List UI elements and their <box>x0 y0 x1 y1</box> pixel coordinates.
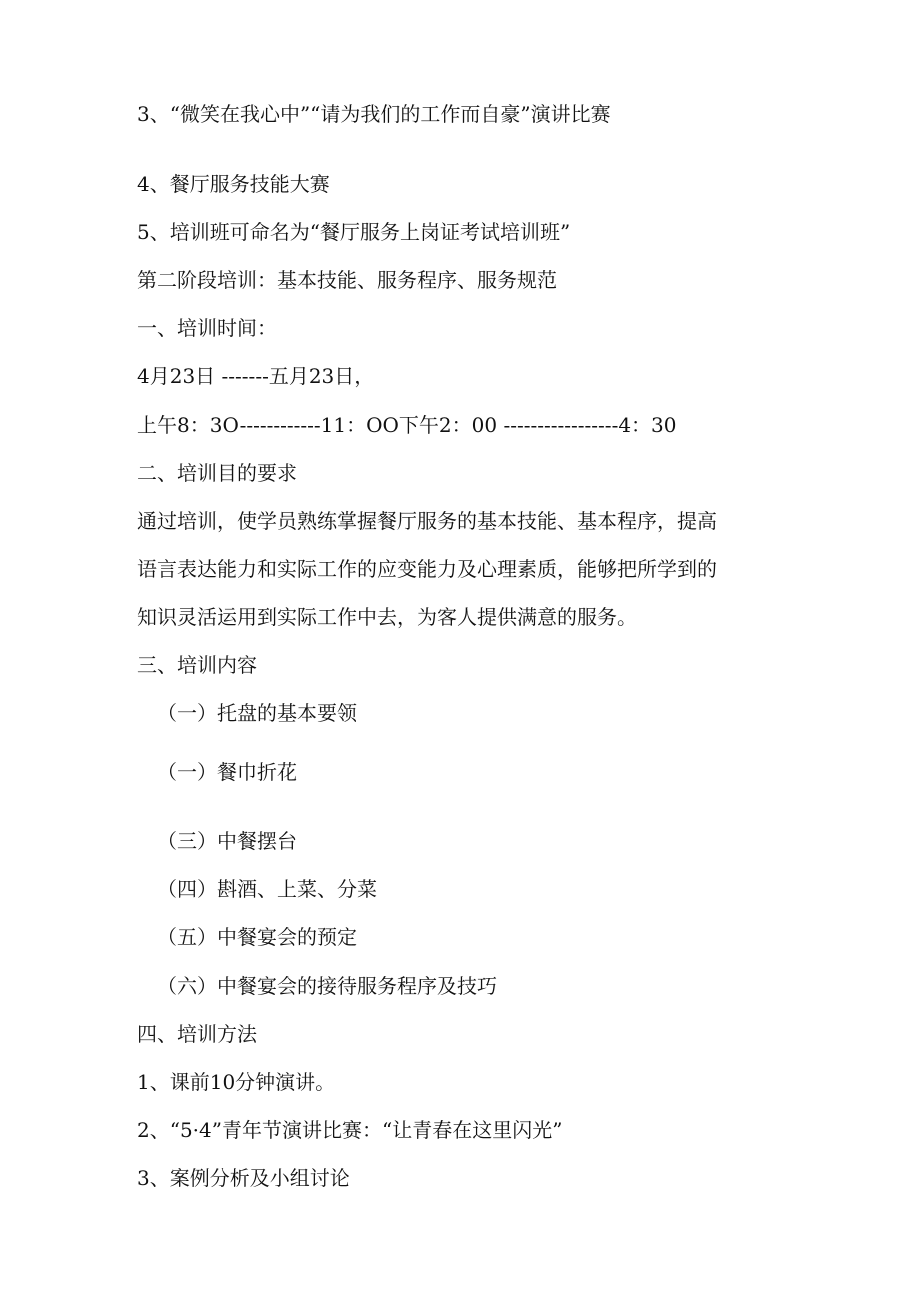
contest-item-3: 3、“微笑在我心中”“请为我们的工作而自豪”演讲比赛 <box>137 102 611 126</box>
content-item-5: （五）中餐宴会的预定 <box>157 925 357 949</box>
content-item-2: （一）餐巾折花 <box>157 760 297 784</box>
training-date-range: 4月23日 -------五月23日， <box>137 364 375 388</box>
phase-two-heading: 第二阶段培训：基本技能、服务程序、服务规范 <box>137 268 557 292</box>
objective-paragraph-line-2: 语言表达能力和实际工作的应变能力及心理素质，能够把所学到的 <box>137 557 717 581</box>
content-item-6: （六）中餐宴会的接待服务程序及技巧 <box>157 974 497 998</box>
method-item-2: 2、“5·4”青年节演讲比赛：“让青春在这里闪光” <box>137 1118 563 1142</box>
contest-item-5: 5、培训班可命名为“餐厅服务上岗证考试培训班” <box>137 220 571 244</box>
content-item-3: （三）中餐摆台 <box>157 829 297 853</box>
method-item-3: 3、案例分析及小组讨论 <box>137 1166 350 1190</box>
training-time-range: 上午8：3O------------11：OO下午2：00 -----------------4：30 <box>137 413 677 437</box>
objective-paragraph-line-1: 通过培训，使学员熟练掌握餐厅服务的基本技能、基本程序，提高 <box>137 509 717 533</box>
contest-item-4: 4、餐厅服务技能大赛 <box>137 172 330 196</box>
section-1-heading: 一、培训时间： <box>137 316 277 340</box>
content-item-1: （一）托盘的基本要领 <box>157 701 357 725</box>
section-3-heading: 三、培训内容 <box>137 653 257 677</box>
content-item-4: （四）斟酒、上菜、分菜 <box>157 877 377 901</box>
section-4-heading: 四、培训方法 <box>137 1022 257 1046</box>
objective-paragraph-line-3: 知识灵活运用到实际工作中去，为客人提供满意的服务。 <box>137 605 637 629</box>
method-item-1: 1、课前10分钟演讲。 <box>137 1070 336 1094</box>
section-2-heading: 二、培训目的要求 <box>137 461 297 485</box>
